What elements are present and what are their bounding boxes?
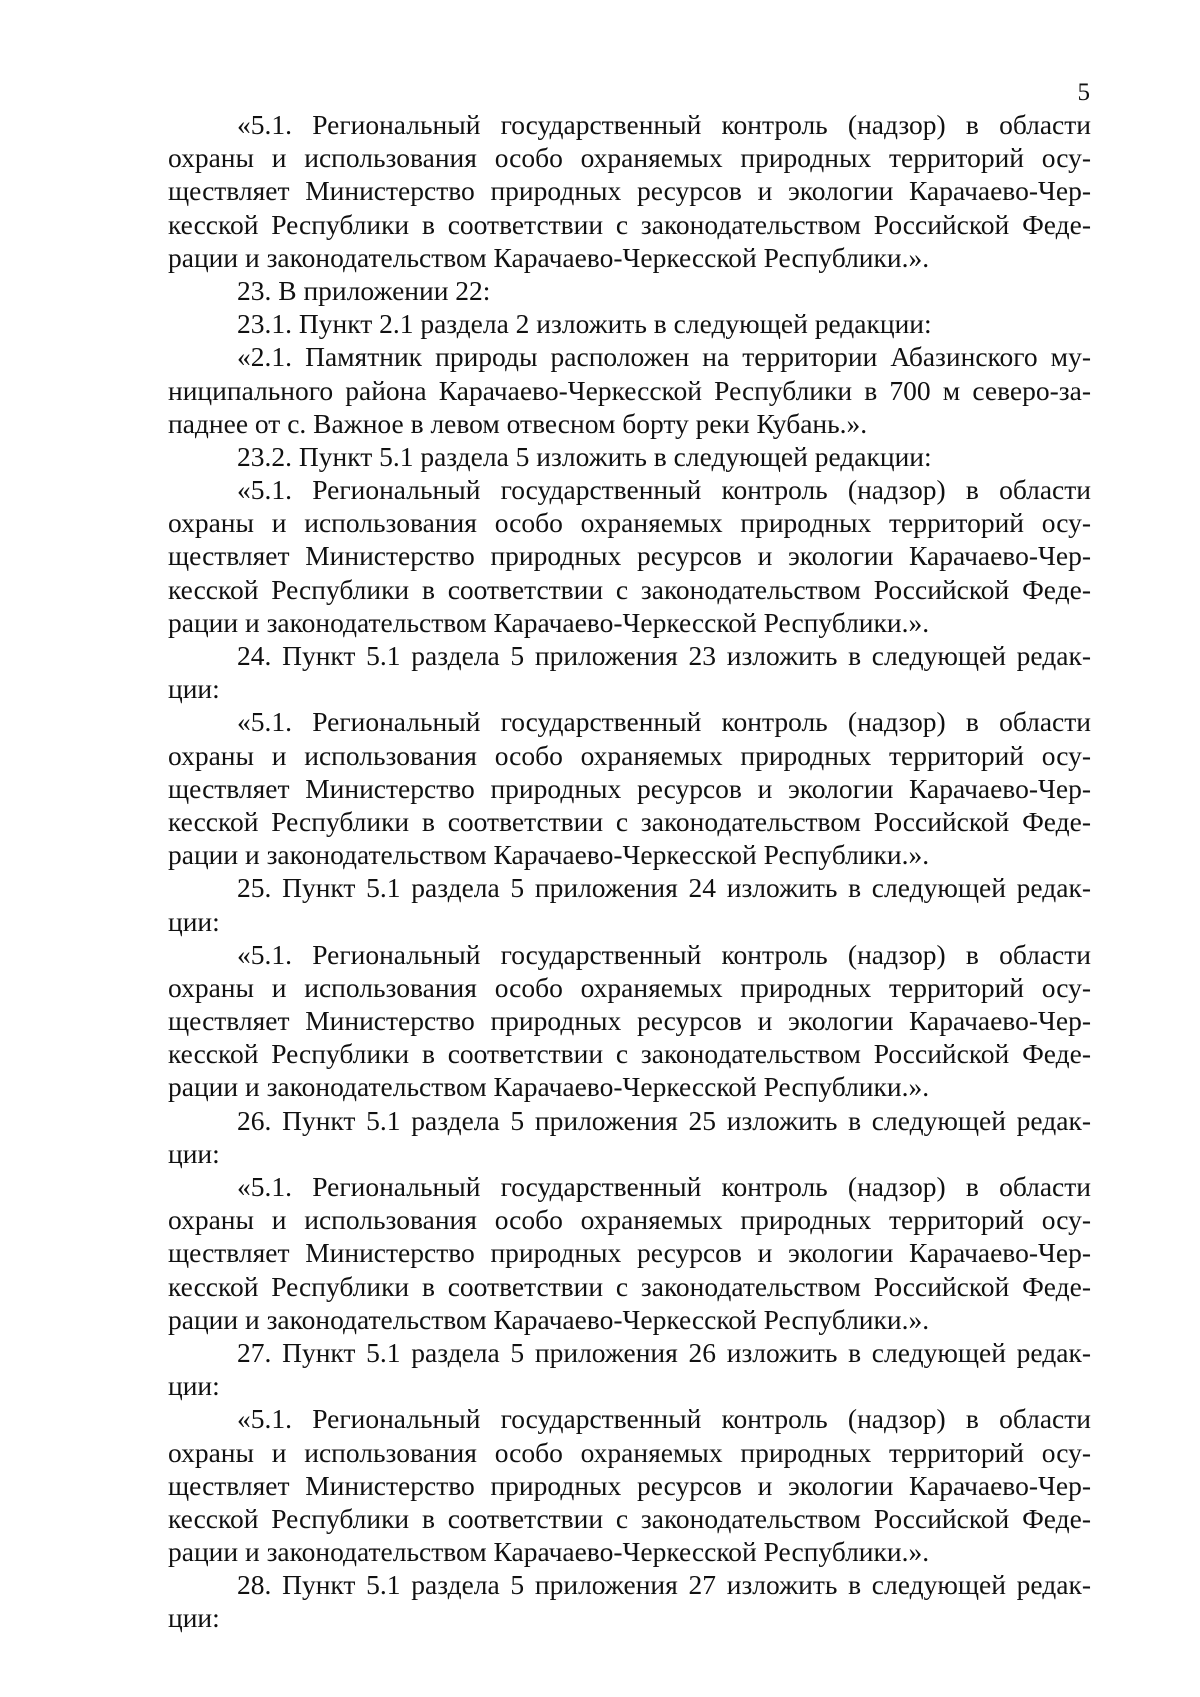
text-line: кесской Республики в соответствии с законодательством Российской Феде- <box>168 1270 1091 1302</box>
text-line: рации и законодательством Карачаево-Черкесской Республики.». <box>168 1536 930 1568</box>
text-line: рации и законодательством Карачаево-Черкесской Республики.». <box>168 1071 930 1103</box>
text-line: рации и законодательством Карачаево-Черкесской Республики.». <box>168 241 930 273</box>
text-line: охраны и использования особо охраняемых природных территорий осу- <box>168 142 1091 174</box>
text-line: кесской Республики в соответствии с законодательством Российской Феде- <box>168 805 1091 837</box>
text-line: ции: <box>168 1602 220 1634</box>
text-line: рации и законодательством Карачаево-Черкесской Республики.». <box>168 839 930 871</box>
text-line: ществляет Министерство природных ресурсов и экологии Карачаево-Чер- <box>168 540 1091 572</box>
text-line: «5.1. Региональный государственный контроль (надзор) в области <box>237 1403 1091 1435</box>
text-line: «5.1. Региональный государственный контроль (надзор) в области <box>237 109 1091 140</box>
text-line: кесской Республики в соответствии с законодательством Российской Феде- <box>168 1502 1091 1534</box>
text-line: 23.2. Пункт 5.1 раздела 5 изложить в следующей редакции: <box>237 440 932 472</box>
text-line: 23. В приложении 22: <box>237 274 491 306</box>
text-line: «5.1. Региональный государственный контроль (надзор) в области <box>237 1171 1091 1202</box>
text-line: 28. Пункт 5.1 раздела 5 приложения 27 изложить в следующей редак- <box>237 1569 1091 1601</box>
text-line: охраны и использования особо охраняемых природных территорий осу- <box>168 1436 1091 1468</box>
text-line: охраны и использования особо охраняемых природных территорий осу- <box>168 739 1091 771</box>
page-number: 5 <box>1077 79 1090 106</box>
text-line: ции: <box>168 1370 220 1402</box>
text-line: 25. Пункт 5.1 раздела 5 приложения 24 изложить в следующей редак- <box>237 872 1091 904</box>
text-line: ществляет Министерство природных ресурсов и экологии Карачаево-Чер- <box>168 1469 1091 1501</box>
text-line: 26. Пункт 5.1 раздела 5 приложения 25 изложить в следующей редак- <box>237 1104 1091 1136</box>
text-line: охраны и использования особо охраняемых природных территорий осу- <box>168 971 1091 1003</box>
text-line: ществляет Министерство природных ресурсов и экологии Карачаево-Чер- <box>168 1005 1091 1037</box>
text-line: ниципального района Карачаево-Черкесской Республики в 700 м северо-за- <box>168 374 1091 406</box>
document-body <box>168 108 1091 1635</box>
text-line: ции: <box>168 1137 220 1169</box>
text-line: рации и законодательством Карачаево-Черкесской Республики.». <box>168 606 930 638</box>
text-line: ции: <box>168 905 220 937</box>
text-line: кесской Республики в соответствии с законодательством Российской Феде- <box>168 573 1091 605</box>
text-line: кесской Республики в соответствии с законодательством Российской Феде- <box>168 1038 1091 1070</box>
text-line: ществляет Министерство природных ресурсов и экологии Карачаево-Чер- <box>168 175 1091 207</box>
text-line: 23.1. Пункт 2.1 раздела 2 изложить в следующей редакции: <box>237 308 932 340</box>
text-line: «2.1. Памятник природы расположен на территории Абазинского му- <box>237 341 1091 373</box>
text-line: охраны и использования особо охраняемых природных территорий осу- <box>168 507 1091 539</box>
text-line: охраны и использования особо охраняемых природных территорий осу- <box>168 1204 1091 1236</box>
text-line: «5.1. Региональный государственный контроль (надзор) в области <box>237 938 1091 970</box>
text-line: ществляет Министерство природных ресурсов и экологии Карачаево-Чер- <box>168 1237 1091 1269</box>
text-line: «5.1. Региональный государственный контроль (надзор) в области <box>237 474 1091 506</box>
text-line: «5.1. Региональный государственный контроль (надзор) в области <box>237 706 1091 738</box>
text-line: рации и законодательством Карачаево-Черкесской Республики.». <box>168 1303 930 1335</box>
text-line: кесской Республики в соответствии с законодательством Российской Феде- <box>168 208 1091 240</box>
text-line: ции: <box>168 673 220 705</box>
text-line: 24. Пункт 5.1 раздела 5 приложения 23 изложить в следующей редак- <box>237 640 1091 671</box>
text-line: ществляет Министерство природных ресурсов и экологии Карачаево-Чер- <box>168 772 1091 804</box>
text-line: 27. Пункт 5.1 раздела 5 приложения 26 изложить в следующей редак- <box>237 1336 1091 1368</box>
text-line: паднее от с. Важное в левом отвесном борту реки Кубань.». <box>168 407 868 439</box>
